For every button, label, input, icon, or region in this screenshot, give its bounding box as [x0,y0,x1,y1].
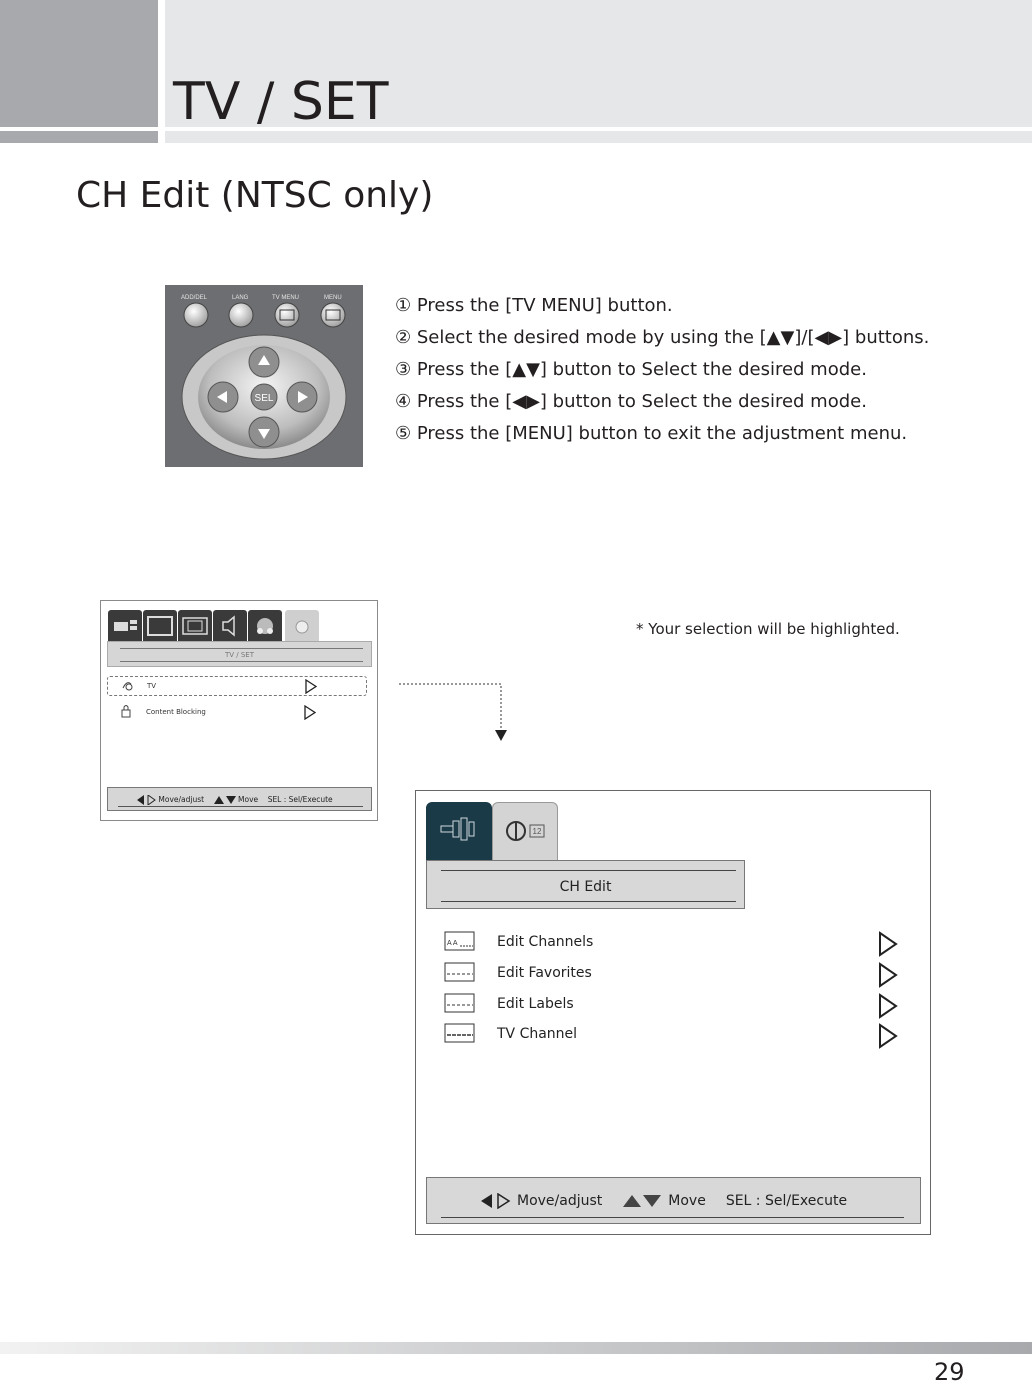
menu-item-edit-channels[interactable] [444,931,904,955]
edit-channels-icon-text: A A [447,940,458,947]
menu-button[interactable] [321,303,345,327]
small-menu-item-tv[interactable] [107,676,367,696]
add-del-button[interactable] [184,303,208,327]
up-down-arrows-icon [214,796,236,804]
step-1: ① Press the [TV MENU] button. [395,295,673,316]
footer-move: Move [668,1193,706,1209]
small-footer-move: Move [238,795,259,804]
step-5: ⑤ Press the [MENU] button to exit the adjustment menu. [395,423,908,444]
header-rule-left [0,131,158,143]
channel-tab-icon[interactable] [426,802,492,860]
globe-tab-icon[interactable] [248,610,282,641]
antenna-tab-icon[interactable] [492,802,558,860]
ch-edit-footer [426,1177,921,1224]
step-4: ④ Press the [◀▶] button to Select the desired mode. [395,391,867,412]
footer-bar [0,1342,1032,1354]
ch-edit-menu-screen [415,790,931,1235]
edit-channels-icon [444,931,476,953]
small-footer-move-adjust: Move/adjust [158,795,205,804]
remote-label-add-del: ADD/DEL [181,295,208,301]
chevron-right-icon [305,679,317,694]
chevron-right-icon [877,931,899,957]
step-2: ② Select the desired mode by using the [▲▼]/[◀▶] buttons. [395,327,930,348]
menu-item-tv-channel[interactable] [444,1023,904,1047]
menu-item-label: Edit Channels [497,934,594,950]
footer-move-adjust: Move/adjust [517,1193,603,1209]
page-number: 29 [934,1358,965,1386]
section-title: CH Edit (NTSC only) [76,175,434,216]
screen-tab-icon[interactable] [143,610,177,641]
tv-menu-button[interactable] [275,303,299,327]
menu-item-edit-labels[interactable] [444,993,904,1017]
setup-tab-icon[interactable] [178,610,212,641]
ch-edit-title: CH Edit [559,879,612,895]
highlight-note: * Your selection will be highlighted. [636,620,900,638]
chevron-right-icon [877,993,899,1019]
sound-tab-icon[interactable] [213,610,247,641]
chevron-right-icon [877,1023,899,1049]
small-menu-item-content-blocking[interactable] [107,703,365,721]
footer-select: SEL : Sel/Execute [725,1193,848,1209]
sel-button-label: SEL [254,393,274,404]
picture-tab-icon[interactable] [108,610,142,641]
connector-arrow [395,680,510,745]
step-3: ③ Press the [▲▼] button to Select the desired mode. [395,359,867,380]
menu-item-label: Edit Favorites [497,965,592,981]
lock-icon [120,704,132,718]
lang-button[interactable] [229,303,253,327]
instruction-steps [395,290,1025,450]
chevron-right-icon [877,962,899,988]
edit-favorites-icon [444,962,476,984]
small-menu-title: TV / SET [224,651,254,659]
chevron-right-icon [304,705,316,720]
remote-label-tv-menu: TV MENU [272,295,299,301]
menu-item-label: Edit Labels [497,996,574,1012]
tab-badge: 12 [532,827,542,836]
small-menu-item-label: TV [147,682,157,690]
menu-item-label: TV Channel [497,1026,578,1042]
tv-set-menu-screen [100,600,378,821]
page-title: TV / SET [173,72,389,132]
ch-edit-title-bar [426,860,745,909]
menu-item-edit-favorites[interactable] [444,962,904,986]
tv-channel-icon [444,1023,476,1045]
remote-control-illustration [165,285,363,467]
remote-label-lang: LANG [232,295,249,301]
small-menu-footer [107,787,372,811]
tv-set-tab-icon[interactable] [285,610,319,641]
small-footer-select: SEL : Sel/Execute [267,795,333,804]
antenna-icon [121,678,133,692]
left-right-arrows-icon [479,1193,511,1209]
remote-label-menu: MENU [324,295,342,301]
edit-labels-icon [444,993,476,1015]
small-menu-title-bar [107,641,372,667]
small-menu-item-label: Content Blocking [146,708,206,716]
header-gray-block [0,0,158,127]
left-right-arrows-icon [136,795,156,805]
up-down-arrows-icon [622,1194,662,1208]
